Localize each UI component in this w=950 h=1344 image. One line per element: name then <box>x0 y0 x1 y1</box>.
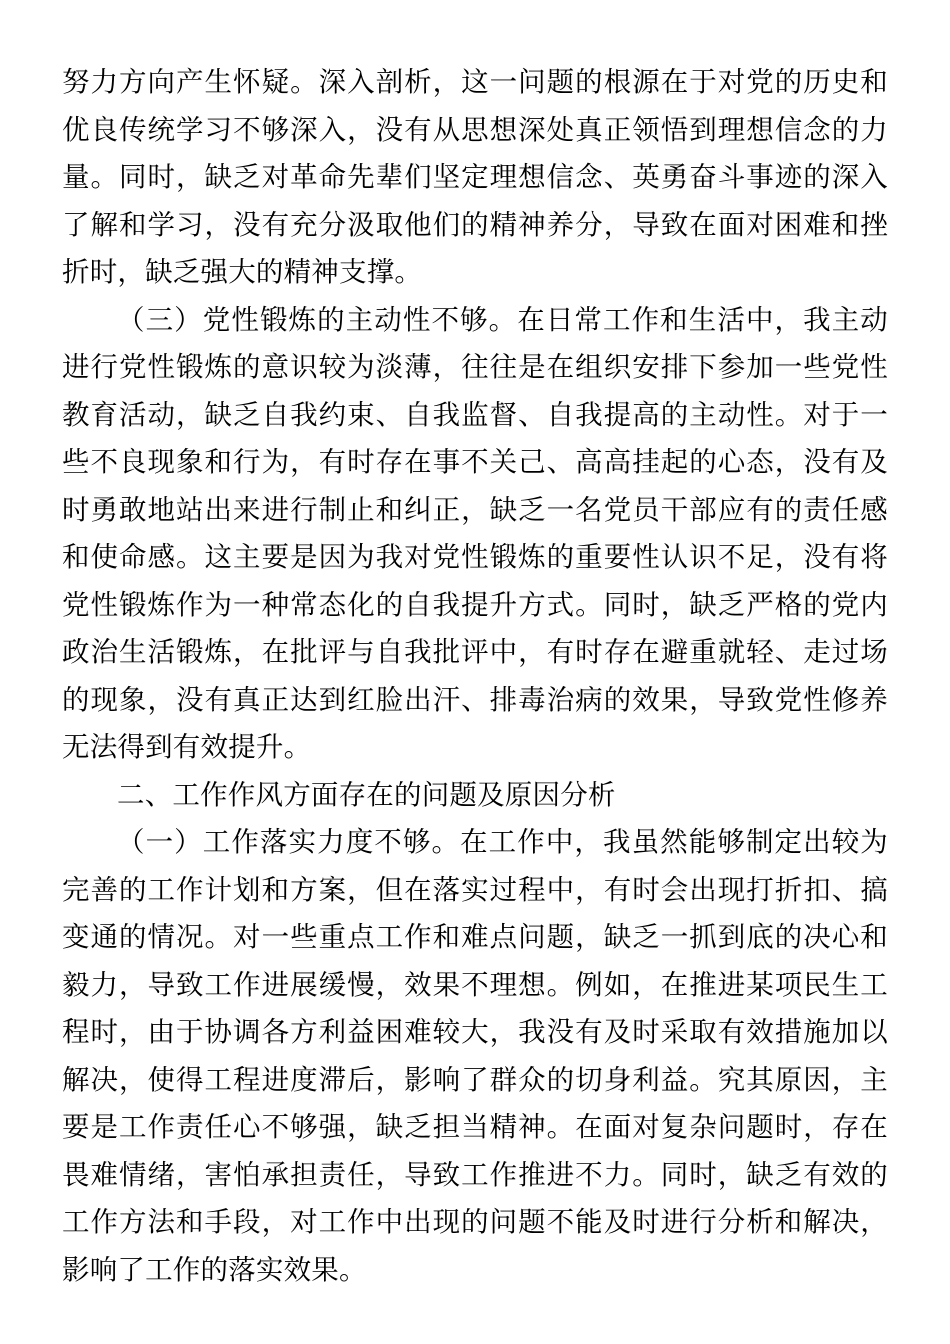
paragraph-continuation: 努力方向产生怀疑。深入剖析，这一问题的根源在于对党的历史和优良传统学习不够深入，没有从思想深处真正领悟到理想信念的力量。同时，缺乏对革命先辈们坚定理想信念、英勇奋斗事迹的深入了解和学习，没有充分汲取他们的精神养分，导致在面对困难和挫折时，缺乏强大的精神支撑。 <box>62 66 888 287</box>
heading-section-2: 二、工作作风方面存在的问题及原因分析 <box>117 778 616 810</box>
document-body <box>62 58 888 1293</box>
paragraph-section-2-1: （一）工作落实力度不够。在工作中，我虽然能够制定出较为完善的工作计划和方案，但在落实过程中，有时会出现打折扣、搞变通的情况。对一些重点工作和难点问题，缺乏一抓到底的决心和毅力，导致工作进展缓慢，效果不理想。例如，在推进某项民生工程时，由于协调各方利益困难较大，我没有及时采取有效措施加以解决，使得工程进度滞后，影响了群众的切身利益。究其原因，主要是工作责任心不够强，缺乏担当精神。在面对复杂问题时，存在畏难情绪，害怕承担责任，导致工作推进不力。同时，缺乏有效的工作方法和手段，对工作中出现的问题不能及时进行分析和解决，影响了工作的落实效果。 <box>62 826 888 1285</box>
paragraph-section-1-3: （三）党性锻炼的主动性不够。在日常工作和生活中，我主动进行党性锻炼的意识较为淡薄，往往是在组织安排下参加一些党性教育活动，缺乏自我约束、自我监督、自我提高的主动性。对于一些不良现象和行为，有时存在事不关己、高高挂起的心态，没有及时勇敢地站出来进行制止和纠正，缺乏一名党员干部应有的责任感和使命感。这主要是因为我对党性锻炼的重要性认识不足，没有将党性锻炼作为一种常态化的自我提升方式。同时，缺乏严格的党内政治生活锻炼，在批评与自我批评中，有时存在避重就轻、走过场的现象，没有真正达到红脸出汗、排毒治病的效果，导致党性修养无法得到有效提升。 <box>62 303 888 762</box>
